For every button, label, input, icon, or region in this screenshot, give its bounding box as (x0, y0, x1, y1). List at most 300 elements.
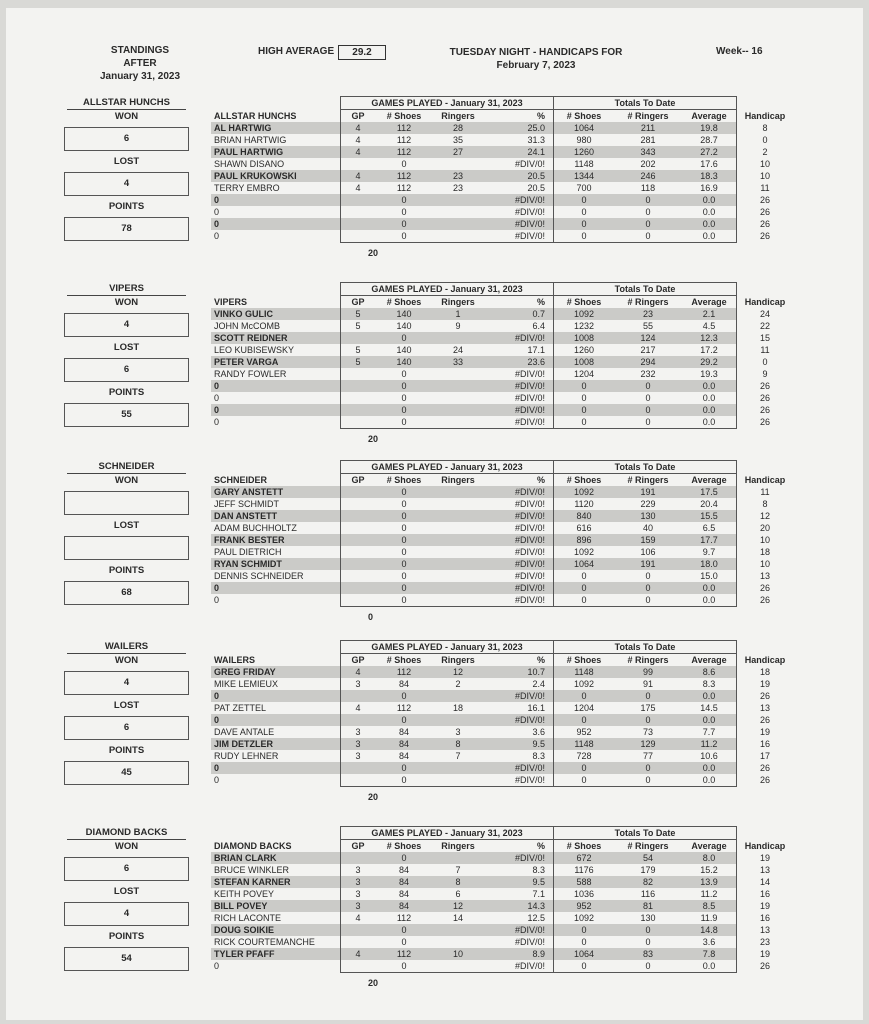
player-row (211, 900, 793, 912)
won-value: 4 (123, 677, 130, 688)
stat-cell: 4 (341, 146, 376, 158)
player-name: BILL POVEY (211, 900, 341, 912)
player-name: 0 (214, 207, 220, 217)
team-summary-name: ALLSTAR HUNCHS (83, 97, 170, 108)
stat-cell: 0.0 (682, 230, 737, 243)
column-header-row (211, 654, 793, 667)
stat-cell: #DIV/0! (483, 582, 554, 594)
col-header: Handicap (744, 296, 786, 307)
points-label: POINTS (108, 745, 145, 756)
player-row (211, 158, 793, 170)
stat-cell: 217 (640, 345, 656, 355)
stat-cell: 0 (645, 571, 651, 581)
stat-cell: 0 (614, 404, 682, 416)
player-name: RUDY LEHNER (214, 751, 279, 761)
stat-cell (433, 714, 483, 726)
stat-cell: #DIV/0! (483, 380, 554, 392)
stat-cell: 0 (401, 393, 407, 403)
player-row (211, 594, 793, 607)
player-name: DENNIS SCHNEIDER (214, 571, 304, 581)
stat-cell: 0 (554, 582, 615, 594)
stat-cell (433, 486, 483, 498)
stat-cell: 35 (452, 135, 463, 145)
stat-cell: #DIV/0! (483, 416, 554, 429)
stat-cell: 616 (576, 523, 592, 533)
stat-cell (433, 936, 483, 948)
stat-cell: 112 (396, 183, 412, 193)
player-row (211, 888, 793, 900)
stat-cell: 0.7 (483, 308, 554, 320)
stat-cell: 1260 (554, 146, 615, 158)
stat-cell (341, 582, 376, 594)
stat-cell: 0 (401, 159, 407, 169)
stat-cell: 7 (455, 751, 461, 761)
stat-cell: 0.0 (682, 206, 737, 218)
stat-cell (341, 690, 376, 702)
week-label: Week-- 16 (716, 46, 763, 57)
col-header: GP (341, 296, 376, 309)
won-box (64, 671, 189, 695)
stat-cell: 26 (759, 595, 770, 606)
player-name: BRIAN HARTWIG (214, 135, 287, 145)
stat-cell: 2 (762, 147, 768, 157)
stat-cell: 106 (640, 547, 656, 557)
standings-date: January 31, 2023 (99, 71, 181, 82)
player-row (211, 308, 793, 320)
stat-cell: 0 (614, 690, 682, 702)
col-header: # Shoes (386, 111, 422, 121)
stat-cell (341, 368, 376, 380)
won-box (64, 127, 189, 151)
stat-cell: 672 (554, 852, 615, 864)
col-header: # Shoes (566, 297, 602, 307)
stat-cell: #DIV/0! (483, 510, 554, 522)
stat-cell: 26 (759, 715, 770, 725)
totals-header: Totals To Date (554, 283, 737, 296)
points-box (64, 947, 189, 971)
stat-cell: 5 (341, 356, 376, 368)
stat-cell: 191 (614, 558, 682, 570)
player-row (211, 534, 793, 546)
stat-cell: 1008 (554, 332, 615, 344)
stat-cell: 0 (581, 571, 587, 581)
stat-cell: 4 (341, 666, 376, 678)
col-header: Ringers (441, 655, 475, 665)
totals-header: Totals To Date (554, 461, 737, 474)
games-total: 20 (368, 248, 379, 258)
stat-cell (341, 158, 376, 170)
lost-box (64, 902, 189, 926)
player-name: RICH LACONTE (214, 913, 282, 923)
stat-cell: #DIV/0! (483, 158, 554, 170)
stat-cell: 1204 (573, 703, 595, 713)
stat-cell: 0.0 (682, 960, 737, 973)
player-name: 0 (214, 393, 220, 403)
stat-cell: 17.7 (682, 534, 737, 546)
stat-cell: 140 (375, 308, 433, 320)
stat-cell: 0 (614, 774, 682, 787)
col-header: % (483, 474, 554, 487)
player-row (211, 522, 793, 534)
player-row (211, 206, 793, 218)
lost-box (64, 716, 189, 740)
stat-cell: 99 (614, 666, 682, 678)
blank-cell (211, 827, 341, 840)
stat-cell: 0 (554, 218, 615, 230)
won-box (64, 491, 189, 515)
stat-cell: 10 (759, 535, 770, 545)
player-row (211, 864, 793, 876)
stat-cell: 10 (759, 171, 770, 181)
team-table (211, 96, 793, 243)
stat-cell: #DIV/0! (483, 206, 554, 218)
stat-cell: 980 (576, 135, 592, 145)
player-name: DAN ANSTETT (211, 510, 341, 522)
games-played-header: GAMES PLAYED - January 31, 2023 (341, 283, 554, 296)
player-name: RICK COURTEMANCHE (214, 937, 315, 947)
games-total: 20 (368, 434, 379, 444)
lost-value: 4 (123, 908, 130, 919)
lost-value: 6 (123, 364, 130, 375)
stat-cell: #DIV/0! (483, 714, 554, 726)
stat-cell: 0 (375, 332, 433, 344)
stat-cell: 14.3 (483, 900, 554, 912)
stat-cell: 0 (375, 960, 433, 973)
stat-cell: 124 (614, 332, 682, 344)
stat-cell: 28 (433, 122, 483, 134)
stat-cell: 118 (640, 183, 656, 193)
stat-cell: 112 (396, 135, 412, 145)
stat-cell (433, 558, 483, 570)
stat-cell: 9.5 (483, 738, 554, 750)
stat-cell: 26 (759, 583, 770, 593)
stat-cell: #DIV/0! (483, 534, 554, 546)
player-name: 0 (211, 690, 341, 702)
stat-cell: 15.5 (682, 510, 737, 522)
stat-cell: 202 (640, 159, 656, 169)
stat-cell (433, 522, 483, 534)
stat-cell: 0 (614, 416, 682, 429)
stat-cell: 26 (759, 231, 770, 242)
totals-header: Totals To Date (554, 641, 737, 654)
stat-cell: 3 (341, 864, 376, 876)
stat-cell: 0 (581, 393, 587, 403)
stat-cell: 23.6 (483, 356, 554, 368)
stat-cell: 84 (398, 679, 409, 689)
stat-cell: 0 (645, 393, 651, 403)
stat-cell: 0 (554, 714, 615, 726)
stat-cell: 24 (452, 345, 463, 355)
points-label: POINTS (108, 201, 145, 212)
stat-cell: 0 (401, 547, 407, 557)
col-header: Handicap (744, 840, 786, 851)
stat-cell: 0 (554, 230, 615, 243)
stat-cell: 3 (455, 727, 461, 737)
stat-cell: 29.2 (682, 356, 737, 368)
stat-cell: 3.6 (483, 726, 554, 738)
stat-cell: 1232 (573, 321, 595, 331)
team-summary-name: DIAMOND BACKS (85, 827, 168, 838)
stat-cell: 112 (396, 703, 412, 713)
stat-cell: 1064 (554, 558, 615, 570)
stat-cell: 10 (759, 559, 770, 569)
player-name: JEFF SCHMIDT (214, 499, 279, 509)
stat-cell: 294 (614, 356, 682, 368)
stat-cell: 8.3 (483, 750, 554, 762)
blank-cell (737, 97, 794, 110)
player-row (211, 558, 793, 570)
stat-cell: 91 (642, 679, 653, 689)
points-label: POINTS (108, 931, 145, 942)
stat-cell (341, 570, 376, 582)
stat-cell: 26 (759, 417, 770, 428)
stat-cell (433, 404, 483, 416)
stat-cell: 15.2 (682, 864, 737, 876)
team-table (211, 640, 793, 787)
stat-cell: 179 (640, 865, 656, 875)
stat-cell: 13 (759, 703, 770, 713)
player-row (211, 122, 793, 134)
stat-cell: 1120 (574, 499, 594, 509)
player-row (211, 960, 793, 973)
stat-cell: 20.4 (682, 498, 737, 510)
points-value: 45 (121, 767, 132, 778)
stat-cell: 0 (645, 207, 651, 217)
stat-cell: 11 (760, 487, 770, 497)
stat-cell: 7.8 (682, 948, 737, 960)
player-name: 0 (214, 231, 220, 242)
col-header: Ringers (441, 111, 475, 121)
player-row (211, 170, 793, 182)
stat-cell: 0 (614, 582, 682, 594)
stat-cell (341, 404, 376, 416)
stat-cell (341, 380, 376, 392)
stat-cell: 15.0 (682, 570, 737, 582)
stat-cell: #DIV/0! (483, 230, 554, 243)
player-name: PAUL KRUKOWSKI (211, 170, 341, 182)
stat-cell (341, 534, 376, 546)
stat-cell: 8 (433, 876, 483, 888)
stat-cell (433, 594, 483, 607)
stat-cell: 26 (759, 775, 770, 786)
stat-cell: 3 (341, 876, 376, 888)
column-header-row (211, 474, 793, 487)
stat-cell: 0 (375, 852, 433, 864)
stat-cell: #DIV/0! (483, 218, 554, 230)
stat-cell: 26 (759, 381, 770, 391)
games-played-header: GAMES PLAYED - January 31, 2023 (341, 827, 554, 840)
stat-cell: #DIV/0! (483, 558, 554, 570)
stat-cell: 9 (762, 369, 768, 379)
stat-cell (341, 762, 376, 774)
stat-cell: 1064 (554, 122, 615, 134)
player-row (211, 380, 793, 392)
stat-cell: 0 (645, 937, 651, 947)
player-name: 0 (214, 417, 220, 428)
lost-box (64, 536, 189, 560)
team-summary (64, 460, 189, 609)
stat-cell: 0 (401, 937, 407, 947)
player-row (211, 750, 793, 762)
stat-cell: #DIV/0! (483, 194, 554, 206)
col-header: # Shoes (386, 655, 422, 665)
stat-cell: 0 (554, 380, 615, 392)
player-name: 0 (214, 961, 220, 972)
stat-cell (433, 416, 483, 429)
player-name: 0 (214, 775, 220, 786)
col-header: Ringers (441, 475, 475, 485)
stat-cell (433, 158, 483, 170)
games-total: 0 (368, 612, 374, 622)
stat-cell: 0 (375, 486, 433, 498)
stat-cell: 19.3 (682, 368, 737, 380)
player-row (211, 344, 793, 356)
stat-cell: 17.1 (483, 344, 554, 356)
stat-cell: 5 (341, 344, 376, 356)
stat-cell (433, 194, 483, 206)
stat-cell: 4 (341, 702, 376, 714)
stat-cell: 0 (401, 499, 407, 509)
games-total: 20 (368, 792, 379, 802)
stat-cell (433, 332, 483, 344)
stat-cell: 81 (614, 900, 682, 912)
player-row (211, 230, 793, 243)
stat-cell: 14 (759, 877, 770, 887)
stat-cell: 0.0 (682, 218, 737, 230)
stat-cell: 26 (759, 195, 770, 205)
stat-cell: 26 (759, 763, 770, 773)
group-header-row (211, 97, 793, 110)
player-name: JIM DETZLER (211, 738, 341, 750)
stat-cell: 0.0 (682, 582, 737, 594)
stat-cell: 0 (375, 404, 433, 416)
won-label: WON (114, 297, 139, 308)
stat-cell: 7.7 (682, 726, 737, 738)
stat-cell (433, 762, 483, 774)
title-line-2: February 7, 2023 (496, 60, 576, 71)
stat-cell: 6.5 (682, 522, 737, 534)
stat-cell: 40 (642, 523, 653, 533)
stat-cell: 14.5 (682, 702, 737, 714)
stat-cell: 246 (614, 170, 682, 182)
stat-cell: 16.9 (682, 182, 737, 194)
stat-cell: 0 (375, 416, 433, 429)
player-row (211, 726, 793, 738)
stat-cell (341, 546, 376, 558)
stat-cell: 0 (375, 594, 433, 607)
col-header: # Ringers (627, 475, 669, 485)
lost-label: LOST (113, 520, 140, 531)
stat-cell: 84 (398, 751, 409, 761)
stat-cell: 0 (581, 207, 587, 217)
player-row (211, 332, 793, 344)
stat-cell: #DIV/0! (483, 960, 554, 973)
games-played-header: GAMES PLAYED - January 31, 2023 (341, 641, 554, 654)
stat-cell: #DIV/0! (483, 522, 554, 534)
team-name-header: DIAMOND BACKS (214, 840, 292, 851)
stat-cell (341, 594, 376, 607)
standings-sheet (6, 8, 863, 1020)
stat-cell: 11 (760, 183, 770, 193)
stat-cell: 9.7 (682, 546, 737, 558)
stat-cell: 15 (759, 333, 770, 343)
stat-cell: 8 (762, 123, 768, 133)
points-value: 55 (121, 409, 132, 420)
stat-cell: 1036 (573, 889, 595, 899)
stat-cell: 18.3 (682, 170, 737, 182)
stat-cell: 0 (554, 194, 615, 206)
stat-cell: 23 (452, 183, 463, 193)
stat-cell: 1092 (554, 486, 615, 498)
col-header: Average (682, 654, 737, 667)
stat-cell: 26 (759, 207, 770, 217)
col-header: # Ringers (627, 111, 669, 121)
player-name: SHAWN DISANO (214, 159, 285, 169)
stat-cell: 140 (375, 356, 433, 368)
stat-cell: 33 (433, 356, 483, 368)
stat-cell (341, 960, 376, 973)
blank-cell (737, 283, 794, 296)
stat-cell: 19 (759, 853, 770, 863)
stat-cell: 0 (554, 924, 615, 936)
stat-cell: 0.0 (682, 380, 737, 392)
stat-cell: 3 (341, 900, 376, 912)
stat-cell: 18 (759, 547, 770, 557)
points-label: POINTS (108, 387, 145, 398)
player-row (211, 146, 793, 158)
won-label: WON (114, 841, 139, 852)
stat-cell: 0 (554, 594, 615, 607)
stat-cell (433, 230, 483, 243)
stat-cell: 952 (576, 727, 592, 737)
stat-cell: 0 (554, 404, 615, 416)
stat-cell: 26 (759, 219, 770, 229)
stat-cell: 73 (642, 727, 653, 737)
stat-cell: 0 (762, 357, 768, 367)
stat-cell: #DIV/0! (483, 924, 554, 936)
stat-cell: 343 (614, 146, 682, 158)
player-name: 0 (211, 380, 341, 392)
stat-cell: 25.0 (483, 122, 554, 134)
stat-cell: 14 (452, 913, 463, 923)
team-table (211, 282, 793, 429)
team-summary (64, 826, 189, 975)
player-name: TERRY EMBRO (214, 183, 280, 193)
team-name-header: ALLSTAR HUNCHS (214, 110, 297, 121)
stat-cell: 0 (614, 230, 682, 243)
stat-cell: 4 (341, 948, 376, 960)
stat-cell: 55 (642, 321, 653, 331)
stat-cell: 31.3 (483, 134, 554, 146)
points-label: POINTS (108, 565, 145, 576)
team-summary-name: VIPERS (109, 283, 144, 294)
player-row (211, 702, 793, 714)
stat-cell: 16.1 (483, 702, 554, 714)
stat-cell: 18 (759, 667, 770, 677)
player-name: BRUCE WINKLER (214, 865, 290, 875)
stat-cell: #DIV/0! (483, 594, 554, 607)
stat-cell: 840 (554, 510, 615, 522)
player-name: 0 (211, 194, 341, 206)
stat-cell: 3 (341, 738, 376, 750)
lost-label: LOST (113, 342, 140, 353)
blank-cell (737, 641, 794, 654)
stat-cell (341, 522, 376, 534)
blank-cell (211, 283, 341, 296)
stat-cell (341, 486, 376, 498)
player-name: PAUL HARTWIG (211, 146, 341, 158)
stat-cell: 1344 (554, 170, 615, 182)
